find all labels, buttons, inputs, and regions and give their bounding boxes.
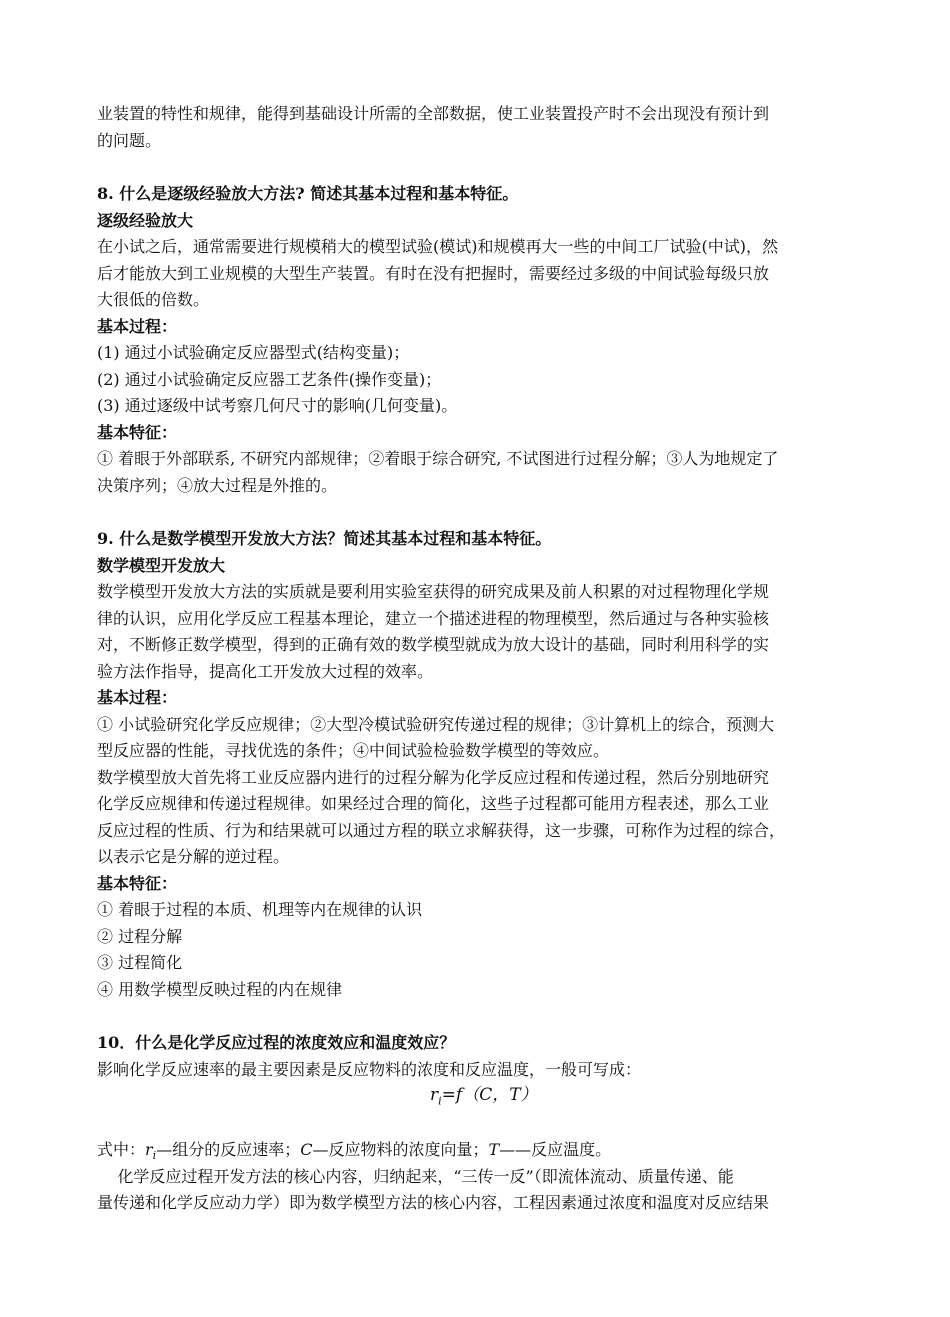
process-label: 基本过程： <box>97 688 178 707</box>
notes-subscript: i <box>152 1149 157 1163</box>
intro-line: 影响化学反应速率的最主要因素是反应物料的浓度和反应温度，一般可写成： <box>97 1059 642 1079</box>
notes-symbol: T <box>488 1140 500 1159</box>
process-line: 以表示它是分解的逆过程。 <box>97 847 290 866</box>
intro-paragraph <box>97 101 857 154</box>
definition-line: 后才能放大到工业规模的大型生产装置。有时在没有把握时，需要经过多级的中间试验每级只放 <box>97 263 770 283</box>
notes-text: —反应物料的浓度向量； <box>312 1140 489 1159</box>
process-label: 基本过程： <box>97 316 178 336</box>
process-line: 化学反应规律和传递过程规律。如果经过合理的简化，这些子过程都可能用方程表述，那么工业 <box>97 794 770 813</box>
feature-label: 基本特征： <box>97 422 178 442</box>
feature-line: ① 着眼于外部联系, 不研究内部规律；②着眼于综合研究, 不试图进行过程分解；③人为地规定了 <box>97 449 779 468</box>
process-item: (1) 通过小试验确定反应器型式(结构变量)； <box>97 343 410 362</box>
process-item: (3) 通过逐级中试考察几何尺寸的影响(几何变量)。 <box>97 396 458 415</box>
definition-line: 律的认识，应用化学反应工程基本理论，建立一个描述进程的物理模型，然后通过与各种实验核 <box>97 608 770 628</box>
definition-line: 对，不断修正数学模型，得到的正确有效的数学模型就成为放大设计的基础，同时利用科学的实 <box>97 635 770 654</box>
feature-line: 决策序列；④放大过程是外推的。 <box>97 475 338 495</box>
question-8-subtitle: 逐级经验放大 <box>97 210 194 230</box>
formula-subscript: i <box>438 1094 442 1108</box>
process-line: 数学模型放大首先将工业反应器内进行的过程分解为化学反应过程和传递过程，然后分别地研究 <box>97 767 770 787</box>
question-10-title: 10．什么是化学反应过程的浓度效应和温度效应？ <box>97 1033 456 1052</box>
formula-expression: =f（C，T） <box>441 1085 538 1105</box>
text-line: 业装置的特性和规律，能得到基础设计所需的全部数据，使工业装置投产时不会出现没有预计到 <box>97 104 770 123</box>
process-line: 反应过程的性质、行为和结果就可以通过方程的联立求解获得，这一步骤，可称作为过程的综合， <box>97 820 786 840</box>
feature-label: 基本特征： <box>97 873 178 893</box>
notes-text: ——反应温度。 <box>499 1140 612 1159</box>
feature-line: ④ 用数学模型反映过程的内在规律 <box>97 979 343 999</box>
notes-prefix: 式中： <box>97 1140 146 1159</box>
question-9-title: 9. 什么是数学模型开发放大方法？简述其基本过程和基本特征。 <box>97 529 552 548</box>
process-line: ① 小试验研究化学反应规律；②大型冷模试验研究传递过程的规律；③计算机上的综合，预测大 <box>97 714 775 734</box>
question-8-title: 8. 什么是逐级经验放大方法? 简述其基本过程和基本特征。 <box>97 184 519 203</box>
formula-notes <box>97 1137 857 1164</box>
paragraph-line: 量传递和化学反应动力学）即为数学模型方法的核心内容，工程因素通过浓度和温度对反应结果 <box>97 1193 770 1212</box>
definition-line: 在小试之后，通常需要进行规模稍大的模型试验(模试)和规模再大一些的中间工厂试验(中试)，然 <box>97 237 778 256</box>
feature-line: ③ 过程简化 <box>97 953 183 972</box>
definition-line: 大很低的倍数。 <box>97 290 210 309</box>
feature-line: ② 过程分解 <box>97 926 183 946</box>
question-9-subtitle: 数学模型开发放大 <box>97 555 226 575</box>
text-line: 的问题。 <box>97 130 162 150</box>
question-10-section <box>97 1030 857 1083</box>
feature-line: ① 着眼于过程的本质、机理等内在规律的认识 <box>97 900 423 919</box>
paragraph-line: 化学反应过程开发方法的核心内容，归纳起来，“三传一反”（即流体流动、质量传递、能 <box>97 1166 734 1186</box>
notes-symbol: C <box>300 1140 313 1159</box>
notes-text: —组分的反应速率； <box>156 1140 301 1159</box>
rate-formula <box>430 1082 538 1115</box>
process-line: 型反应器的性能，寻找优选的条件；④中间试验检验数学模型的等效应。 <box>97 741 610 760</box>
formula-symbol: r <box>430 1085 439 1105</box>
question-9-section <box>97 526 857 1003</box>
question-10-body <box>97 1137 857 1217</box>
definition-line: 数学模型开发放大方法的实质就是要利用实验室获得的研究成果及前人积累的对过程物理化学规 <box>97 582 770 601</box>
notes-symbol: r <box>145 1140 153 1159</box>
question-8-section <box>97 181 857 499</box>
definition-line: 验方法作指导，提高化工开发放大过程的效率。 <box>97 661 434 681</box>
process-item: (2) 通过小试验确定反应器工艺条件(操作变量)； <box>97 369 442 389</box>
